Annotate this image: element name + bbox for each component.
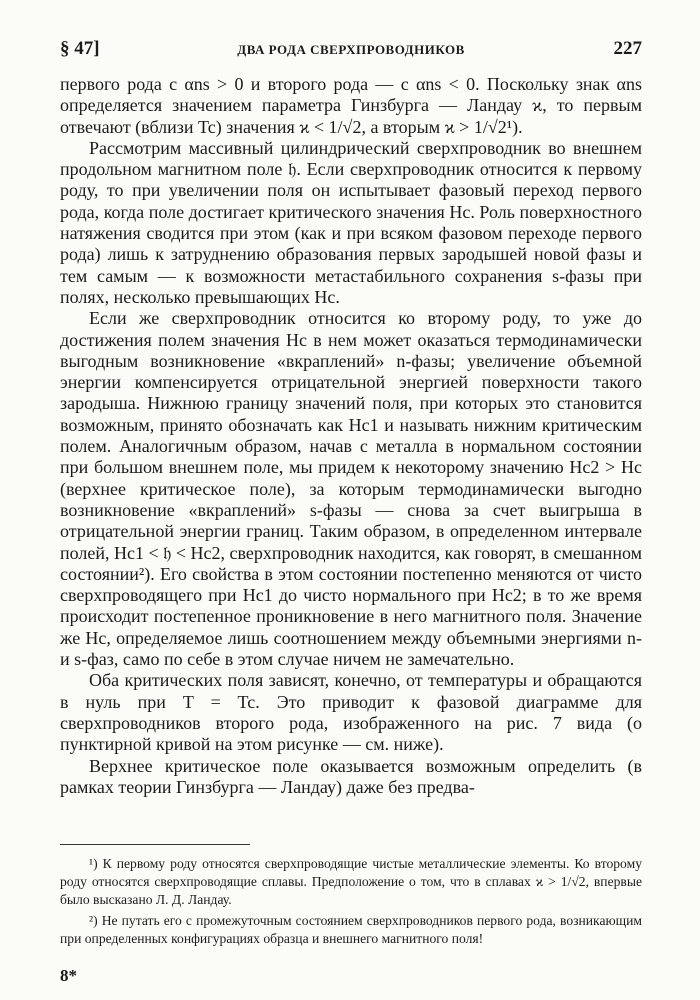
footnote-2: ²) Не путать его с промежуточным состоянием сверхпроводников первого рода, возникающим при определенных конфигурациях образца и внешнего магнитного поля! (60, 912, 642, 946)
paragraph-3: Если же сверхпроводник относится ко второму роду, то уже до достижения полем значения Hc в нем может оказаться термодинамически выгодным возникновение «вкраплений» n-фазы; увеличение объемной энергии компенсируется отрицательной энергией поверхности такого зародыша. Нижнюю границу значений поля, при которых это становится возможным, принято обозначать как Hc1 и называть нижним критическим полем. Аналогичным образом, начав с металла в нормальном состоянии при большом внешнем поле, мы придем к некоторому значению Hc2 > Hc (верхнее критическое поле), за которым термодинамически выгодно возникновение «вкраплений» s-фазы — снова за счет выигрыша в отрицательной энергии границ. Таким образом, в определенном интервале полей, Hc1 < 𝔥 < Hc2, сверхпроводник находится, как говорят, в смешанном состоянии²). Его свойства в этом состоянии постепенно меняются от чисто сверхпроводящего при Hc1 до чисто нормального при Hc2; в то же время происходит постепенное проникновение в него магнитного поля. Значение же Hc, определяемое лишь соотношением между объемными энергиями n- и s-фаз, само по себе в этом случае ничем не замечательно. (60, 308, 642, 670)
running-title: ДВА РОДА СВЕРХПРОВОДНИКОВ (237, 42, 465, 57)
section-number: § 47] (60, 38, 100, 59)
footnotes (60, 855, 642, 950)
main-text (60, 74, 642, 798)
page-number: 227 (613, 38, 642, 59)
paragraph-1: первого рода с αns > 0 и второго рода — с αns < 0. Поскольку знак αns определяется значением параметра Гинзбурга — Ландау ϰ, то первым отвечают (вблизи Tc) значения ϰ < 1/√2, а вторым ϰ > 1/√2¹). (60, 74, 642, 137)
paragraph-5: Верхнее критическое поле оказывается возможным определить (в рамках теории Гинзбурга — Ландау) даже без предва- (60, 755, 642, 797)
footnote-1: ¹) К первому роду относятся сверхпроводящие чистые металлические элементы. Ко второму роду относятся сверхпроводящие сплавы. Предположение о том, что в сплавах ϰ > 1/√2, впервые было высказано Л. Д. Ландау. (60, 856, 642, 908)
paragraph-2: Рассмотрим массивный цилиндрический сверхпроводник во внешнем продольном магнитном поле 𝔥. Если сверхпроводник относится к первому роду, то при увеличении поля он испытывает фазовый переход первого рода, когда поле достигает критического значения Hc. Роль поверхностного натяжения сводится при этом (как и при всяком фазовом переходе первого рода) лишь к затруднению образования первых зародышей новой фазы и тем самым — к возможности метастабильного сохранения s-фазы при полях, несколько превышающих Hc. (60, 137, 642, 307)
footnote-divider (60, 844, 250, 845)
paragraph-4: Оба критических поля зависят, конечно, от температуры и обращаются в нуль при T = Tc. Это приводит к фазовой диаграмме для сверхпроводников второго рода, изображенного на рис. 7 вида (о пунктирной кривой на этом рисунке — см. ниже). (60, 670, 642, 755)
signature-mark: 8* (60, 966, 77, 985)
page-header (60, 38, 642, 64)
